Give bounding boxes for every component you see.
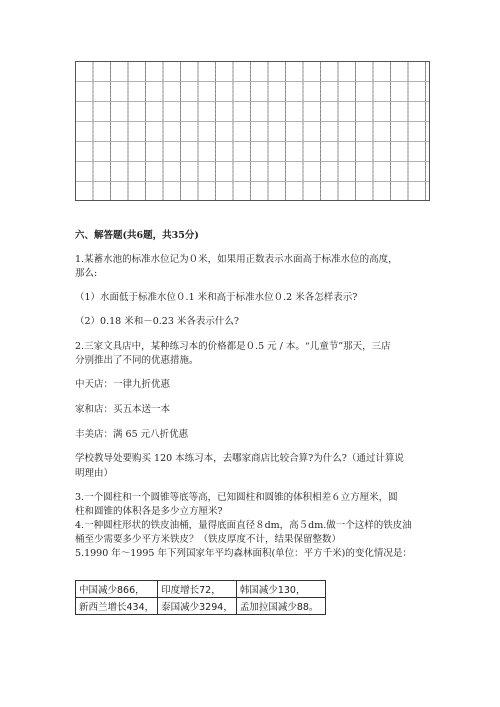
q2-ask2: 明理由） (75, 468, 114, 479)
q1-sub1: （1）水面低于标准水位０.1 米和高于标准水位０.2 米各怎样表示? (75, 292, 358, 303)
section-title: 六、解答题(共6题，共35分) (75, 230, 199, 241)
table-cell: 韩国减少130， (236, 581, 325, 598)
q1-sub2: （2）0.18 米和－0.23 米各表示什么? (75, 316, 239, 327)
q4-line1: 4.一种圆柱形状的铁皮油桶，量得底面直径８dm，高５dm.做一个这样的铁皮油 (75, 520, 412, 531)
table-cell: 中国减少866， (76, 581, 158, 598)
table-cell: 泰国减少3294， (158, 598, 237, 615)
q3-line2: 柱和圆锥的体积各是多少立方厘米? (75, 506, 223, 517)
forest-table (75, 580, 326, 615)
q1-line2: 那么: (75, 268, 98, 279)
q4-line2: 桶至少需要多少平方米铁皮？（铁皮厚度不计，结果保留整数） (75, 534, 342, 545)
q1-line1: 1.某蓄水池的标准水位记为０米，如果用正数表示水面高于标准水位的高度， (75, 254, 398, 265)
q2-line1: 2.三家文具店中，某种练习本的价格都是０.5 元 / 本。“儿童节”那天，三店 (75, 341, 391, 352)
q2-line2: 分别推出了不同的优惠措施。 (75, 355, 199, 366)
answer-grid (75, 61, 430, 201)
table-row (76, 581, 326, 598)
table-cell: 印度增长72， (158, 581, 237, 598)
q2-ask1: 学校教导处要购买 120 本练习本，去哪家商店比较合算?为什么?（通过计算说 (75, 453, 404, 464)
q5-line1: 5.1990 年～1995 年下列国家年平均森林面积(单位：平方千米)的变化情况是： (75, 548, 412, 559)
q2-shop3: 丰美店：满 65 元八折优惠 (75, 429, 189, 440)
table-row (76, 598, 326, 615)
table-cell: 新西兰增长434， (76, 598, 158, 615)
q3-line1: 3.一个圆柱和一个圆锥等底等高，已知圆柱和圆锥的体积相差６立方厘米，圆 (75, 492, 398, 503)
q2-shop2: 家和店：买五本送一本 (75, 404, 171, 415)
q2-shop1: 中天店：一律九折优惠 (75, 379, 171, 390)
table-cell: 孟加拉国减少88。 (236, 598, 325, 615)
